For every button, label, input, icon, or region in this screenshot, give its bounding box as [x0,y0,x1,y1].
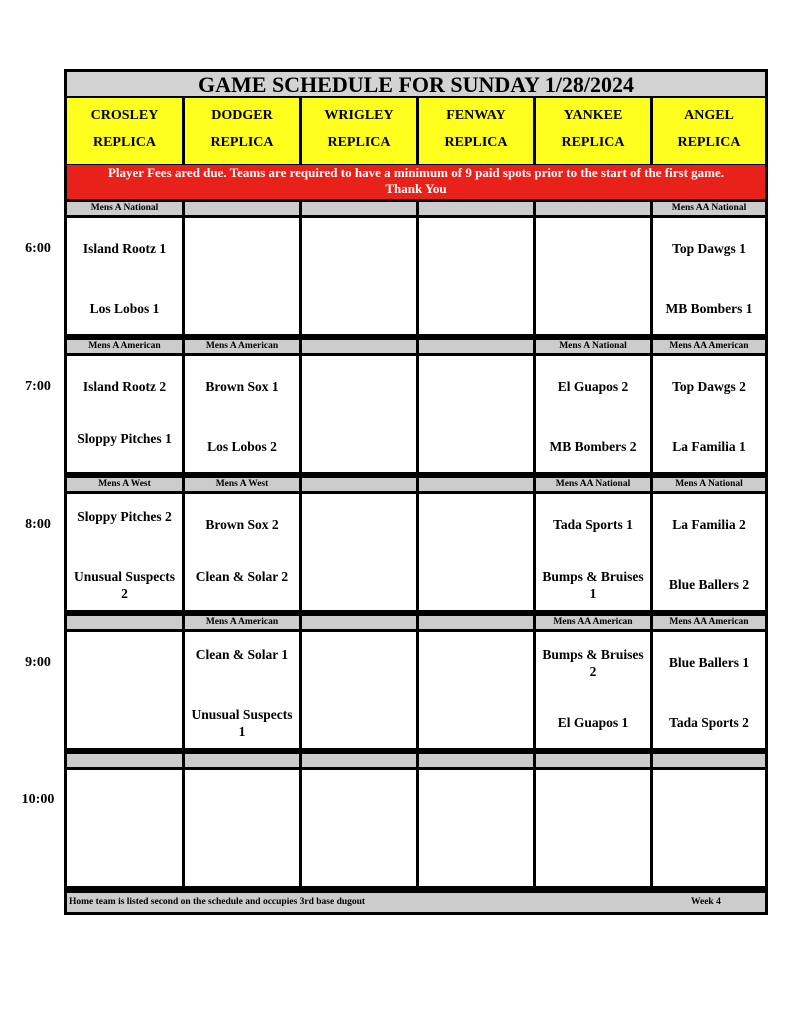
field-name: WRIGLEY [324,108,394,123]
game-cell [419,356,533,472]
division-label: Mens AA American [653,616,765,629]
home-team: Unusual Suspects 2 [74,569,175,601]
field-header-yankee [536,98,650,164]
field-sub: REPLICA [444,135,508,150]
schedule-table [64,69,768,915]
time-label: 6:00 [25,241,51,256]
field-sub: REPLICA [210,135,274,150]
schedule-footer [67,893,765,912]
home-team: MB Bombers 2 [549,439,637,454]
week-label: Week 4 [691,897,721,907]
home-team: Bumps & Bruises 1 [542,569,644,601]
game-cell [185,770,299,886]
division-label: Mens A National [536,340,650,353]
field-name: YANKEE [563,108,623,123]
game-cell [419,770,533,886]
time-label: 7:00 [25,379,51,394]
away-team: Sloppy Pitches 2 [77,509,172,524]
home-team: Sloppy Pitches 1 [77,431,172,446]
home-team: La Familia 1 [672,439,746,454]
field-header-dodger [185,98,299,164]
field-header-fenway [419,98,533,164]
field-name: ANGEL [684,108,734,123]
away-team: El Guapos 2 [557,379,629,394]
fee-notice-line1: Player Fees ared due. Teams are required to have a minimum of 9 paid spots prior to the start of the first game. [107,165,724,180]
game-cell [536,356,650,472]
game-cell [185,632,299,748]
game-cell [67,770,182,886]
division-label [419,478,533,491]
field-sub: REPLICA [561,135,625,150]
game-cell [419,494,533,610]
game-cell [536,632,650,748]
game-cell [67,356,182,472]
schedule-title: GAME SCHEDULE FOR SUNDAY 1/28/2024 [67,72,765,96]
game-cell [302,356,416,472]
game-cell [67,632,182,748]
division-label: Mens AA National [536,478,650,491]
division-label [653,754,765,767]
division-label: Mens A West [67,478,182,491]
away-team: Bumps & Bruises 2 [542,647,644,679]
home-team: El Guapos 1 [557,715,629,730]
division-label [185,202,299,215]
game-cell [419,218,533,334]
game-cell [302,770,416,886]
game-cell [185,494,299,610]
away-team: Island Rootz 2 [82,379,167,394]
game-cell [653,770,765,886]
field-header-wrigley [302,98,416,164]
field-sub: REPLICA [92,135,156,150]
game-cell [536,494,650,610]
field-header-crosley [67,98,182,164]
game-cell [653,218,765,334]
field-sub: REPLICA [327,135,391,150]
game-cell [653,356,765,472]
away-team: Top Dawgs 2 [672,379,746,394]
home-team: Tada Sports 2 [669,715,749,730]
field-name: CROSLEY [90,108,159,123]
field-header-angel [653,98,765,164]
fee-notice [67,165,765,199]
division-label: Mens A American [67,340,182,353]
division-label: Mens A American [185,340,299,353]
division-label: Mens AA National [653,202,765,215]
field-name: DODGER [211,108,273,123]
home-team: Los Lobos 1 [89,301,160,316]
time-label: 8:00 [25,517,51,532]
fee-notice-line2: Thank You [385,181,447,196]
division-label: Mens AA American [536,616,650,629]
division-label [302,202,416,215]
away-team: Brown Sox 1 [205,379,279,394]
division-label: Mens A American [185,616,299,629]
game-cell [185,218,299,334]
home-team: Unusual Suspects 1 [191,707,293,739]
division-label [536,754,650,767]
field-sub: REPLICA [677,135,741,150]
division-label [536,202,650,215]
division-label: Mens AA American [653,340,765,353]
away-team: Top Dawgs 1 [672,241,746,256]
division-label: Mens A National [67,202,182,215]
game-cell [302,494,416,610]
game-cell [653,494,765,610]
game-cell [67,218,182,334]
division-label [185,754,299,767]
away-team: Brown Sox 2 [205,517,279,532]
away-team: Tada Sports 1 [553,517,633,532]
division-label: Mens A National [653,478,765,491]
game-cell [302,632,416,748]
away-team: Blue Ballers 1 [668,655,750,670]
away-team: Clean & Solar 1 [195,647,289,662]
division-label [419,616,533,629]
division-label [419,202,533,215]
division-label [419,340,533,353]
division-label [419,754,533,767]
home-team: Clean & Solar 2 [195,569,289,584]
away-team: La Familia 2 [672,517,746,532]
game-cell [67,494,182,610]
game-cell [653,632,765,748]
home-team-note: Home team is listed second on the schedule and occupies 3rd base dugout [69,897,366,907]
division-label [302,616,416,629]
game-cell [185,356,299,472]
division-label [302,478,416,491]
division-label [67,754,182,767]
game-cell [419,632,533,748]
away-team: Island Rootz 1 [82,241,167,256]
division-label [67,616,182,629]
time-label: 10:00 [21,792,55,807]
division-label [302,340,416,353]
home-team: Blue Ballers 2 [668,577,750,592]
division-label: Mens A West [185,478,299,491]
time-label: 9:00 [25,655,51,670]
field-name: FENWAY [446,108,506,123]
game-cell [302,218,416,334]
division-label [302,754,416,767]
home-team: Los Lobos 2 [207,439,277,454]
game-cell [536,218,650,334]
home-team: MB Bombers 1 [665,301,753,316]
game-cell [536,770,650,886]
